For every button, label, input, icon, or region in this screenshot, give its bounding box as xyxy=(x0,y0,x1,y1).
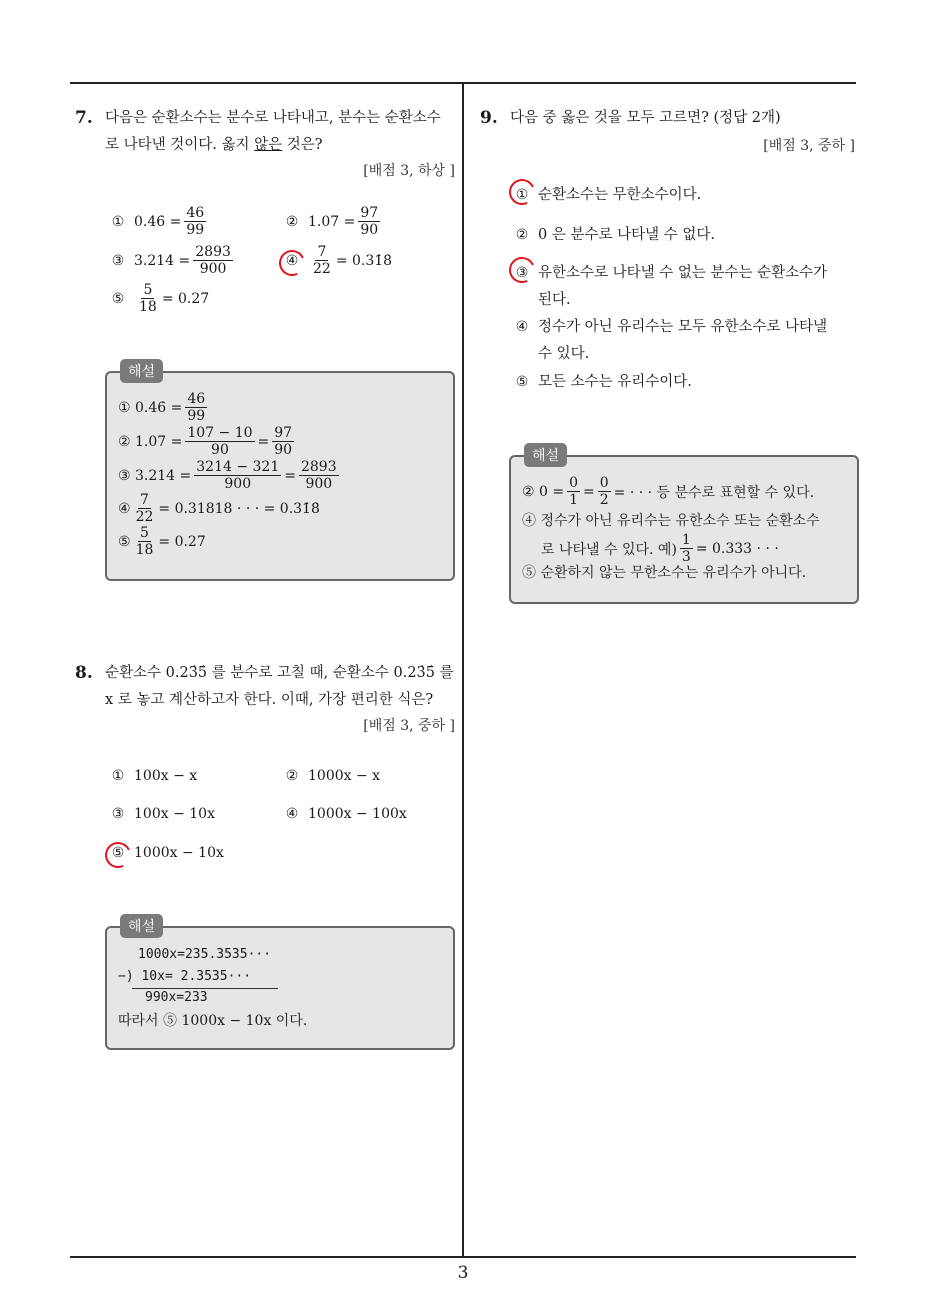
answer-circle-icon: ③ xyxy=(512,260,532,287)
explanation-line-1: ① 0.4̇6̇ = $\frac{46}{99}$ xyxy=(118,391,206,424)
explanation-line-4: 따라서 ⑤ 1000x − 10x 이다. xyxy=(118,1013,308,1029)
explanation-line-4: ⑤ 순환하지 않는 무한소수는 유리수가 아니다. xyxy=(522,565,807,581)
score-label: [배점 3, 중하 ] xyxy=(363,718,455,734)
question-text: 다음 중 옳은 것을 모두 고르면? (정답 2개) xyxy=(510,110,781,126)
choice-5-answer[interactable]: ⑤ 1000x − 10x xyxy=(108,845,224,861)
choice-5[interactable]: ⑤ 모든 소수는 유리수이다. xyxy=(515,374,692,390)
choice-4-answer[interactable]: ④ $\frac{7}{22}$ = 0.31̇8̇ xyxy=(282,244,392,277)
explanation-line-5: ⑤ $\frac{5}{18}$ = 0.27̇ xyxy=(118,525,206,558)
answer-circle-icon: ④ xyxy=(282,253,302,269)
column-divider xyxy=(462,84,464,1257)
page-number: 3 xyxy=(457,1263,469,1283)
choice-4[interactable]: ④ 1000x − 100x xyxy=(285,806,407,822)
fraction: $\frac{7}{22}$ xyxy=(313,244,331,277)
question-8 xyxy=(75,660,455,736)
choice-5[interactable]: ⑤ $\frac{5}{18}$ = 0.27̇ xyxy=(111,282,210,315)
question-9 xyxy=(480,105,855,156)
question-number: 7. xyxy=(75,108,93,128)
choice-2[interactable]: ② 1000x − x xyxy=(285,768,381,784)
explanation-tag: 해설 xyxy=(120,359,163,383)
question-text: 순환소수 0.23̇5̇ 를 분수로 고칠 때, 순환소수 0.23̇5̇ 를 x 로 놓고 계산하고자 한다. 이때, 가장 편리한 식은? xyxy=(105,665,454,708)
choice-1[interactable]: ① 100x − x xyxy=(111,768,198,784)
score-label: [배점 3, 하상 ] xyxy=(363,163,455,179)
score-label: [배점 3, 중하 ] xyxy=(763,138,855,154)
choice-2[interactable]: ② 1.07̇ = $\frac{97}{90}$ xyxy=(285,205,379,238)
explanation-line-2: −) 10x= 2.3535··· xyxy=(118,969,252,984)
answer-circle-icon: ① xyxy=(512,182,532,209)
question-number: 8. xyxy=(75,663,93,683)
question-7 xyxy=(75,105,455,181)
question-number: 9. xyxy=(480,108,498,128)
choice-1-answer[interactable]: ① 순환소수는 무한소수이다. xyxy=(512,182,701,209)
explanation-line-3: 990x=233 xyxy=(145,990,208,1005)
explanation-line-4: ④ $\frac{7}{22}$ = 0.31818 · · · = 0.31̇8̇ xyxy=(118,492,320,525)
choice-2[interactable]: ② 0 은 분수로 나타낼 수 없다. xyxy=(515,227,715,243)
explanation-tag: 해설 xyxy=(524,443,567,467)
fraction: $\frac{5}{18}$ xyxy=(139,282,157,315)
explanation-line-3: ③ 3.214̇ = $\frac{3214 - 321}{900}$ = $\frac{2893}{900}$ xyxy=(118,459,337,492)
fraction: $\frac{46}{99}$ xyxy=(186,205,205,238)
explanation-tag: 해설 xyxy=(120,914,163,938)
choice-3[interactable]: ③ 3.214̇ = $\frac{2893}{900}$ xyxy=(111,244,231,277)
fraction: $\frac{2893}{900}$ xyxy=(195,244,231,277)
question-text: 다음은 순환소수는 분수로 나타내고, 분수는 순환소수 로 나타낸 것이다. 옳지 않은 것은? xyxy=(105,110,441,153)
subtraction-rule xyxy=(132,988,278,989)
bottom-rule xyxy=(70,1256,856,1258)
explanation-line-3: 로 나타낼 수 있다. 예) $\frac{1}{3}$ = 0.333 · · · xyxy=(541,532,779,565)
choice-4[interactable]: ④ 정수가 아닌 유리수는 모두 유한소수로 나타낼 수 있다. xyxy=(515,319,828,362)
choice-3[interactable]: ③ 100x − 10x xyxy=(111,806,215,822)
answer-circle-icon: ⑤ xyxy=(108,845,128,861)
explanation-line-2: ② 1.07̇ = $\frac{107 - 10}{90}$ = $\frac{97}{90}$ xyxy=(118,425,293,458)
explanation-line-1: 1000x=235.3535··· xyxy=(138,947,272,962)
choice-1[interactable]: ① 0.4̇6̇ = $\frac{46}{99}$ xyxy=(111,205,205,238)
fraction: $\frac{97}{90}$ xyxy=(360,205,379,238)
explanation-line-2: ④ 정수가 아닌 유리수는 유한소수 또는 순환소수 xyxy=(522,513,820,529)
explanation-line-1: ② 0 = $\frac{0}{1}$ = $\frac{0}{2}$ = · · · 등 분수로 표현할 수 있다. xyxy=(522,475,815,508)
choice-3-answer[interactable]: ③ 유한소수로 나타낼 수 없는 분수는 순환소수가 된다. xyxy=(512,260,827,314)
